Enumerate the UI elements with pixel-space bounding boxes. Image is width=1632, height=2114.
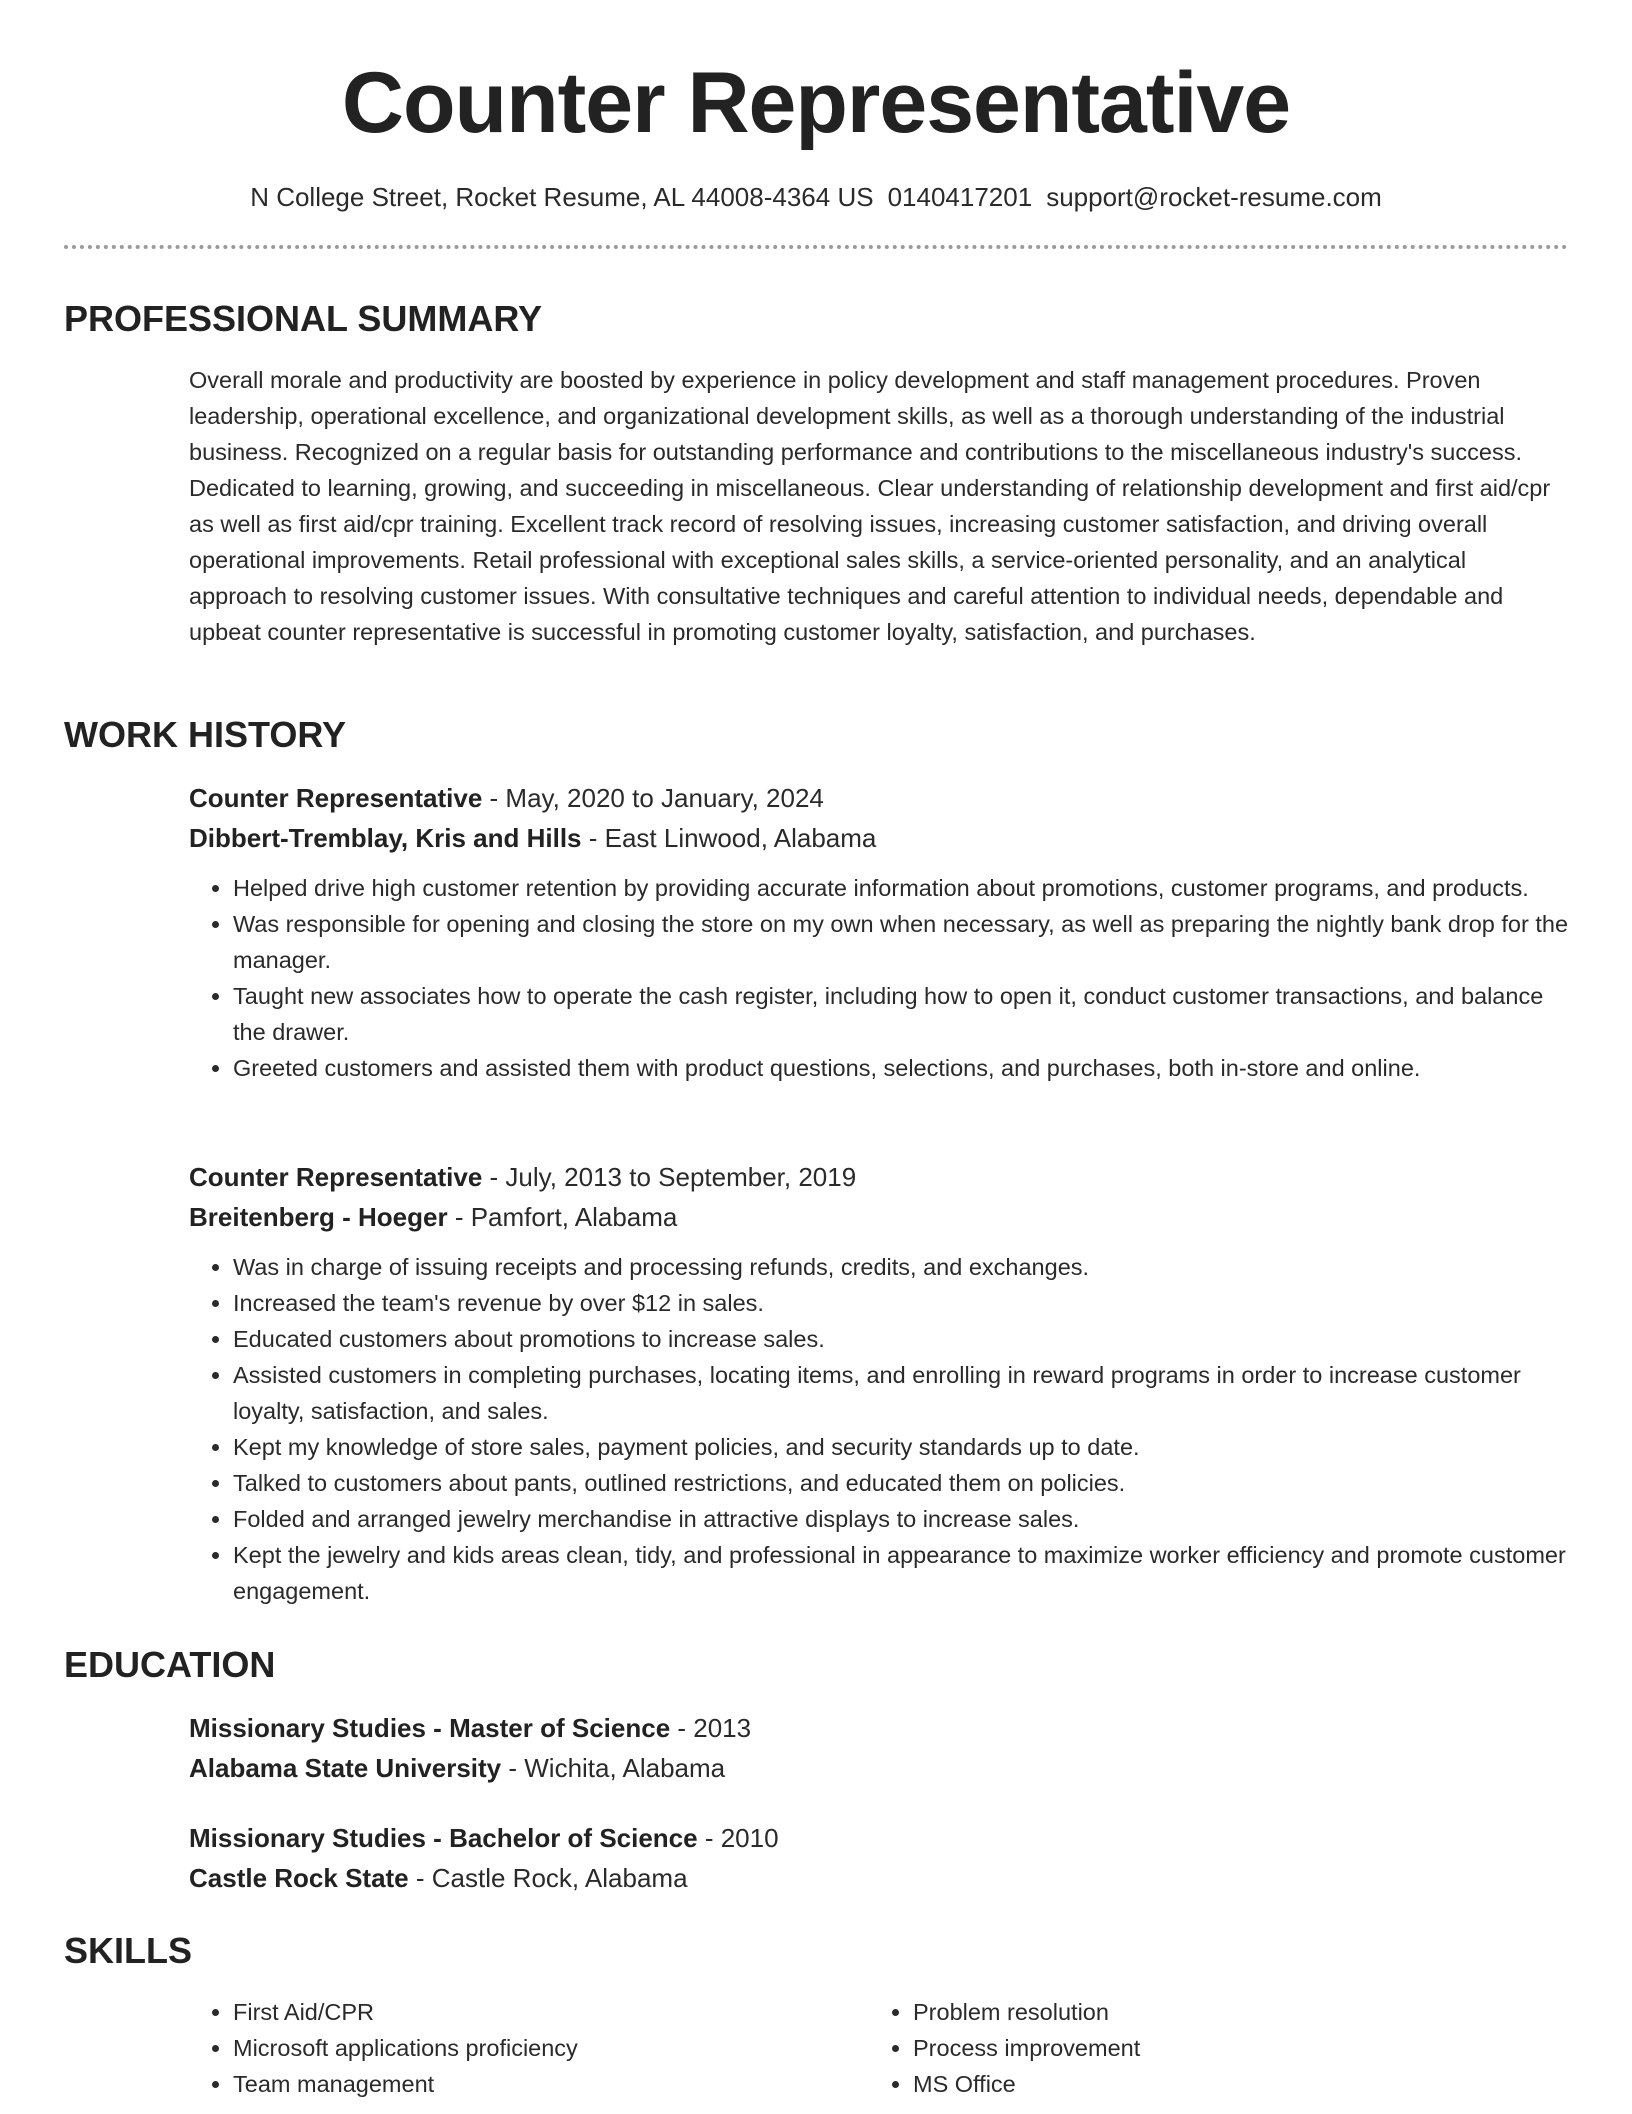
skill-item: • Problem resolution	[913, 1994, 1549, 2030]
education-location: - Castle Rock, Alabama	[408, 1863, 688, 1893]
job-bullet: • Greeted customers and assisted them with product questions, selections, and purchases, both in-store and online.	[233, 1050, 1569, 1086]
job-bullet: • Increased the team's revenue by over $12 in sales.	[233, 1285, 1569, 1321]
contact-address: N College Street, Rocket Resume, AL 44008-4364 US	[250, 182, 874, 212]
job-dates: - May, 2020 to January, 2024	[482, 783, 824, 813]
job-bullets	[189, 1249, 1569, 1609]
job-location: - Pamfort, Alabama	[447, 1202, 678, 1232]
job-bullet: • Kept my knowledge of store sales, payment policies, and security standards up to date.	[233, 1429, 1569, 1465]
work-history-heading: WORK HISTORY	[64, 714, 347, 755]
job-entry	[189, 778, 1569, 1086]
job-title-line	[189, 1157, 1569, 1197]
skills-list-right	[869, 1994, 1549, 2102]
job-company: Breitenberg - Hoeger	[189, 1202, 448, 1232]
skill-item: • Microsoft applications proficiency	[233, 2030, 869, 2066]
contact-email: support@rocket-resume.com	[1046, 182, 1382, 212]
summary-heading: PROFESSIONAL SUMMARY	[64, 298, 543, 339]
education-location: - Wichita, Alabama	[501, 1753, 726, 1783]
job-bullet: • Kept the jewelry and kids areas clean, tidy, and professional in appearance to maximize worker efficiency and promote customer engagement.	[233, 1537, 1569, 1609]
job-location: - East Linwood, Alabama	[581, 823, 877, 853]
job-dates: - July, 2013 to September, 2019	[482, 1162, 857, 1192]
job-company: Dibbert-Tremblay, Kris and Hills	[189, 823, 582, 853]
job-company-line	[189, 1197, 1569, 1237]
contact-line	[64, 182, 1568, 213]
job-role: Counter Representative	[189, 783, 483, 813]
education-degree-line	[189, 1708, 1569, 1748]
skill-item: • Team management	[233, 2066, 869, 2102]
education-degree: Missionary Studies - Bachelor of Science	[189, 1823, 698, 1853]
education-degree-line	[189, 1818, 1569, 1858]
job-title-line	[189, 778, 1569, 818]
job-bullet: • Taught new associates how to operate the cash register, including how to open it, conduct customer transactions, and balance the drawer.	[233, 978, 1569, 1050]
job-bullet: • Talked to customers about pants, outlined restrictions, and educated them on policies.	[233, 1465, 1569, 1501]
skills-list-left	[189, 1994, 869, 2102]
education-school: Castle Rock State	[189, 1863, 409, 1893]
education-entry	[189, 1818, 1569, 1898]
job-bullet: • Was responsible for opening and closing the store on my own when necessary, as well as preparing the nightly bank drop for the manager.	[233, 906, 1569, 978]
job-entry	[189, 1157, 1569, 1609]
job-bullet: • Was in charge of issuing receipts and processing refunds, credits, and exchanges.	[233, 1249, 1569, 1285]
job-bullet: • Assisted customers in completing purchases, locating items, and enrolling in reward programs in order to increase customer loyalty, satisfaction, and sales.	[233, 1357, 1569, 1429]
education-heading: EDUCATION	[64, 1644, 276, 1685]
job-bullet: • Educated customers about promotions to increase sales.	[233, 1321, 1569, 1357]
skill-item: • Process improvement	[913, 2030, 1549, 2066]
job-company-line	[189, 818, 1569, 858]
education-degree: Missionary Studies - Master of Science	[189, 1713, 671, 1743]
job-bullet: • Helped drive high customer retention by providing accurate information about promotions, customer programs, and products.	[233, 870, 1569, 906]
contact-phone: 0140417201	[887, 182, 1033, 212]
education-school: Alabama State University	[189, 1753, 502, 1783]
skill-item: • MS Office	[913, 2066, 1549, 2102]
resume-page	[64, 0, 1568, 249]
summary-text: Overall morale and productivity are boosted by experience in policy development and staff management procedures. Proven leadership, operational excellence, and organizational development skills, as well as a thorough understanding of the industrial business. Recognized on a regular basis for outstanding performance and contributions to the miscellaneous industry's success. Dedicated to learning, growing, and succeeding in miscellaneous. Clear understanding of relationship development and first aid/cpr as well as first aid/cpr training. Excellent track record of resolving issues, increasing customer satisfaction, and driving overall operational improvements. Retail professional with exceptional sales skills, a service-oriented personality, and an analytical approach to resolving customer issues. With consultative techniques and careful attention to individual needs, dependable and upbeat counter representative is successful in promoting customer loyalty, satisfaction, and purchases.	[189, 367, 1551, 645]
education-year: - 2010	[697, 1823, 779, 1853]
candidate-name: Counter Representative	[341, 55, 1291, 151]
job-bullet: • Folded and arranged jewelry merchandise in attractive displays to increase sales.	[233, 1501, 1569, 1537]
skills-heading: SKILLS	[64, 1930, 193, 1971]
education-entry	[189, 1708, 1569, 1788]
education-school-line	[189, 1748, 1569, 1788]
education-year: - 2013	[670, 1713, 752, 1743]
skill-item: • First Aid/CPR	[233, 1994, 869, 2030]
header-divider	[64, 245, 1568, 249]
education-school-line	[189, 1858, 1569, 1898]
job-role: Counter Representative	[189, 1162, 483, 1192]
job-bullets	[189, 870, 1569, 1086]
